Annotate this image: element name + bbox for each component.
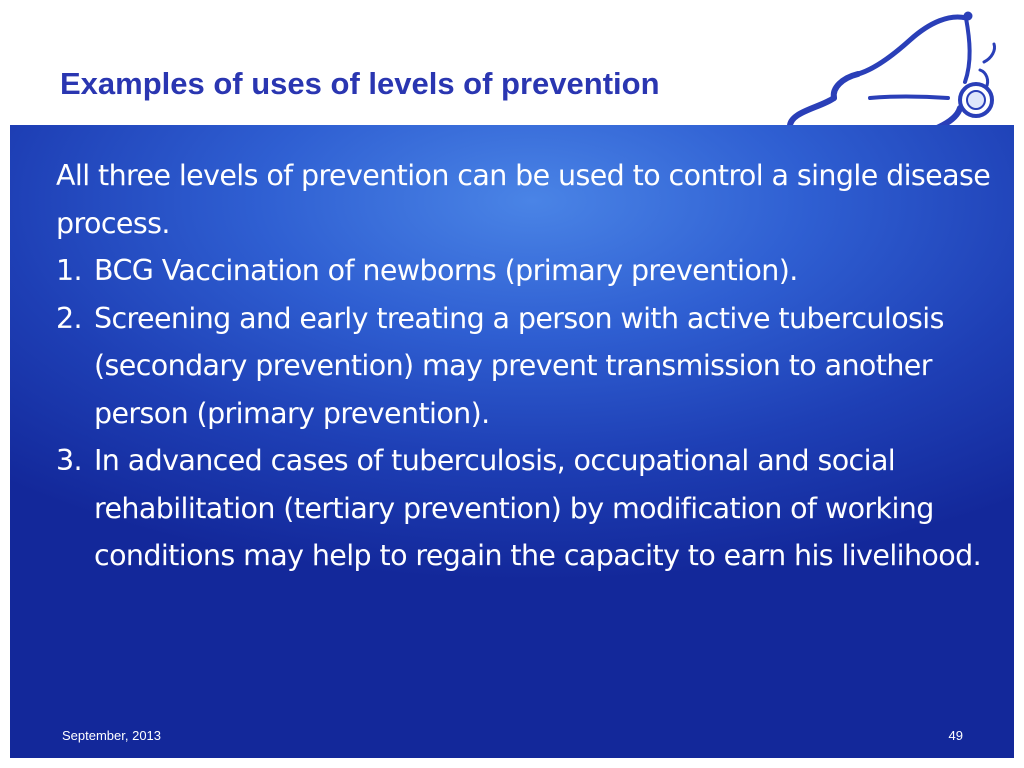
- list-item: [56, 295, 996, 438]
- content-panel: [10, 125, 1014, 758]
- list-item-number: 1.: [56, 254, 82, 287]
- list-item: [56, 247, 996, 295]
- page-number: 49: [948, 728, 963, 743]
- list-item-text: BCG Vaccination of newborns (primary prevention).: [94, 254, 798, 287]
- list-item: [56, 437, 996, 580]
- body-text: [56, 152, 996, 580]
- intro-paragraph: All three levels of prevention can be used to control a single disease process.: [56, 159, 991, 240]
- slide-title: Examples of uses of levels of prevention: [60, 66, 660, 101]
- examples-list: [56, 247, 996, 580]
- list-item-number: 3.: [56, 444, 82, 477]
- list-item-text: In advanced cases of tuberculosis, occupational and social rehabilitation (tertiary prevention) by modification of working conditions may help to regain the capacity to earn his livelihood.: [94, 444, 982, 572]
- list-item-number: 2.: [56, 301, 82, 335]
- footer-date: September, 2013: [62, 728, 162, 743]
- list-item-text: Screening and early treating a person with active tuberculosis (secondary prevention) may prevent transmission to another person (primary prevention).: [94, 301, 944, 430]
